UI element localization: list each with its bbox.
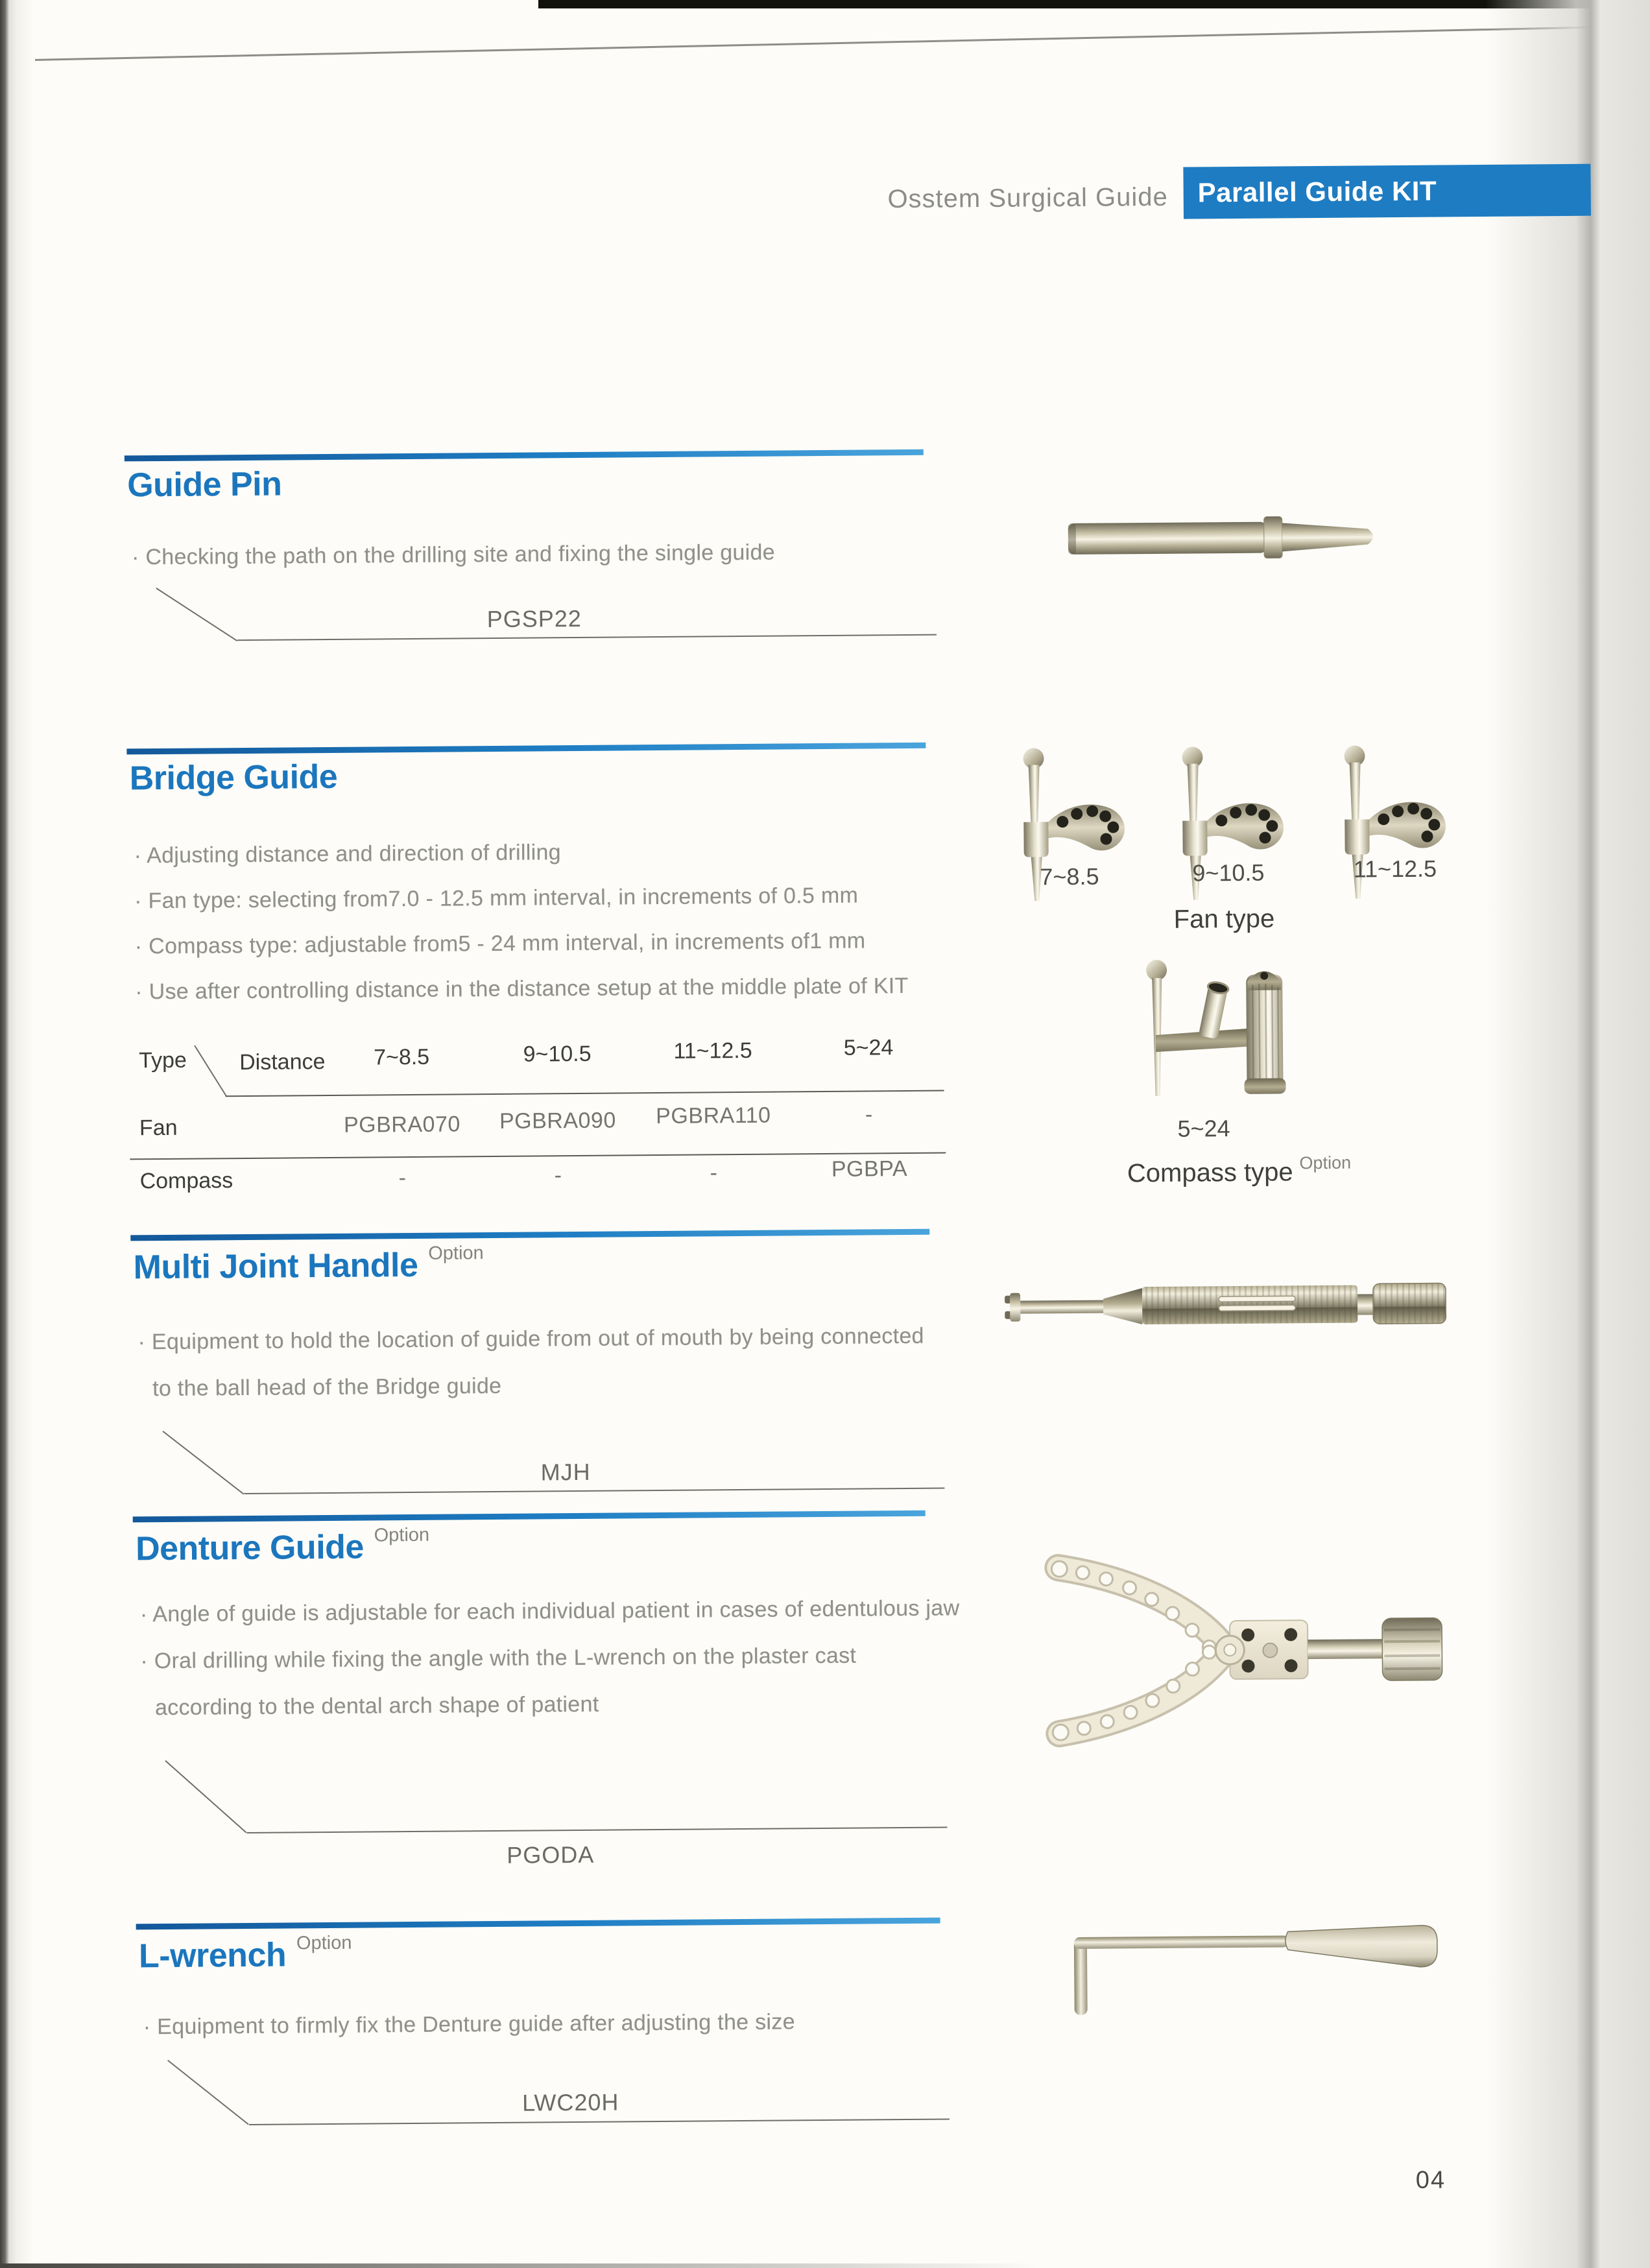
table-corner-slash	[194, 1045, 227, 1097]
compass-type-caption	[1103, 1152, 1375, 1188]
tag-baseline-denture-guide	[246, 1827, 947, 1833]
compass-caption-text: Compass type	[1127, 1158, 1293, 1188]
section-title-bridge-guide: Bridge Guide	[129, 758, 338, 798]
section-rule-bridge-guide	[126, 743, 926, 755]
table-cell-fan-1: PGBRA070	[343, 1112, 460, 1138]
section-rule-l-wrench	[136, 1918, 940, 1930]
denture-guide-bullet-line-1: · Angle of guide is adjustable for each individual patient in cases of edentulous jaw	[139, 1595, 960, 1627]
table-row-label-fan: Fan	[139, 1115, 178, 1141]
compass-size-label: 5~24	[1177, 1115, 1230, 1142]
bridge-guide-bullet-1: · Adjusting distance and direction of drilling	[134, 840, 562, 868]
bridge-guide-bullet-2: · Fan type: selecting from7.0 - 12.5 mm interval, in increments of 0.5 mm	[134, 883, 859, 914]
denture-guide-option-superscript: Option	[374, 1524, 430, 1546]
multi-joint-handle-option-superscript: Option	[428, 1243, 484, 1264]
multi-joint-handle-bullet-line-1: · Equipment to hold the location of guide from out of mouth by being connected	[138, 1323, 924, 1355]
tag-baseline-multi-joint-handle	[244, 1488, 944, 1494]
section-title-l-wrench	[139, 1933, 352, 1976]
tag-baseline-guide-pin	[237, 634, 937, 641]
l-wrench-title-text: L-wrench	[138, 1936, 287, 1976]
section-rule-guide-pin	[125, 449, 924, 462]
table-cell-fan-3: PGBRA110	[656, 1103, 771, 1129]
compass-type-image	[1130, 951, 1287, 1121]
section-title-multi-joint-handle	[133, 1243, 484, 1287]
section-title-guide-pin: Guide Pin	[126, 465, 282, 505]
tag-baseline-l-wrench	[249, 2119, 950, 2125]
multi-joint-handle-bullet-line-2: to the ball head of the Bridge guide	[152, 1373, 502, 1402]
fan-size-label-2: 9~10.5	[1192, 859, 1265, 887]
l-wrench-image	[1063, 1909, 1440, 2022]
table-cell-compass-2: -	[554, 1163, 562, 1188]
product-code-guide-pin: PGSP22	[486, 604, 582, 633]
table-col-header-2: 9~10.5	[523, 1041, 592, 1067]
product-code-denture-guide: PGODA	[507, 1841, 595, 1868]
table-cell-compass-4: PGBPA	[831, 1156, 908, 1182]
table-row-label-compass: Compass	[139, 1168, 233, 1194]
multi-joint-handle-title-text: Multi Joint Handle	[133, 1246, 418, 1287]
page-number: 04	[1415, 2166, 1446, 2194]
section-title-denture-guide	[136, 1525, 430, 1569]
table-cell-fan-4: -	[865, 1102, 873, 1127]
tag-diagonal-guide-pin	[156, 588, 237, 641]
table-rule-header	[226, 1090, 944, 1097]
guide-pin-image	[1066, 507, 1391, 567]
fan-size-label-3: 11~12.5	[1353, 855, 1437, 883]
table-col-header-3: 11~12.5	[673, 1038, 752, 1064]
section-rule-denture-guide	[133, 1510, 926, 1523]
denture-guide-bullet-line-3: according to the dental arch shape of patient	[154, 1691, 599, 1721]
product-code-multi-joint-handle: MJH	[540, 1458, 591, 1486]
table-col-header-1: 7~8.5	[373, 1044, 430, 1070]
fan-size-label-1: 7~8.5	[1040, 863, 1099, 890]
table-cell-fan-2: PGBRA090	[499, 1108, 616, 1134]
bridge-guide-bullet-3: · Compass type: adjustable from5 - 24 mm interval, in increments of1 mm	[134, 928, 866, 959]
compass-option-superscript: Option	[1299, 1152, 1352, 1173]
fan-type-caption: Fan type	[1173, 904, 1275, 934]
table-corner-type: Type	[138, 1047, 187, 1073]
bridge-guide-bullet-4: · Use after controlling distance in the distance setup at the middle plate of KIT	[135, 973, 909, 1005]
table-col-header-4: 5~24	[843, 1035, 894, 1060]
table-cell-compass-1: -	[398, 1165, 407, 1191]
table-corner-distance: Distance	[239, 1049, 326, 1075]
tag-diagonal-l-wrench	[167, 2060, 249, 2125]
l-wrench-option-superscript: Option	[296, 1932, 352, 1954]
document-title: Osstem Surgical Guide	[887, 182, 1168, 214]
section-rule-multi-joint-handle	[130, 1229, 929, 1241]
table-cell-compass-3: -	[710, 1160, 718, 1186]
multi-joint-handle-image	[1003, 1267, 1452, 1342]
l-wrench-bullet: · Equipment to firmly fix the Denture guide after adjusting the size	[143, 2009, 795, 2040]
tag-diagonal-multi-joint-handle	[162, 1431, 244, 1495]
denture-guide-bullet-line-2: · Oral drilling while fixing the angle with the L-wrench on the plaster cast	[140, 1643, 857, 1674]
guide-pin-bullet: · Checking the path on the drilling site and fixing the single guide	[131, 540, 776, 570]
tag-diagonal-denture-guide	[165, 1760, 246, 1833]
denture-guide-image	[1002, 1551, 1444, 1749]
product-code-l-wrench: LWC20H	[521, 2088, 619, 2116]
denture-guide-title-text: Denture Guide	[135, 1528, 365, 1568]
kit-title-banner: Parallel Guide KIT	[1183, 164, 1591, 219]
